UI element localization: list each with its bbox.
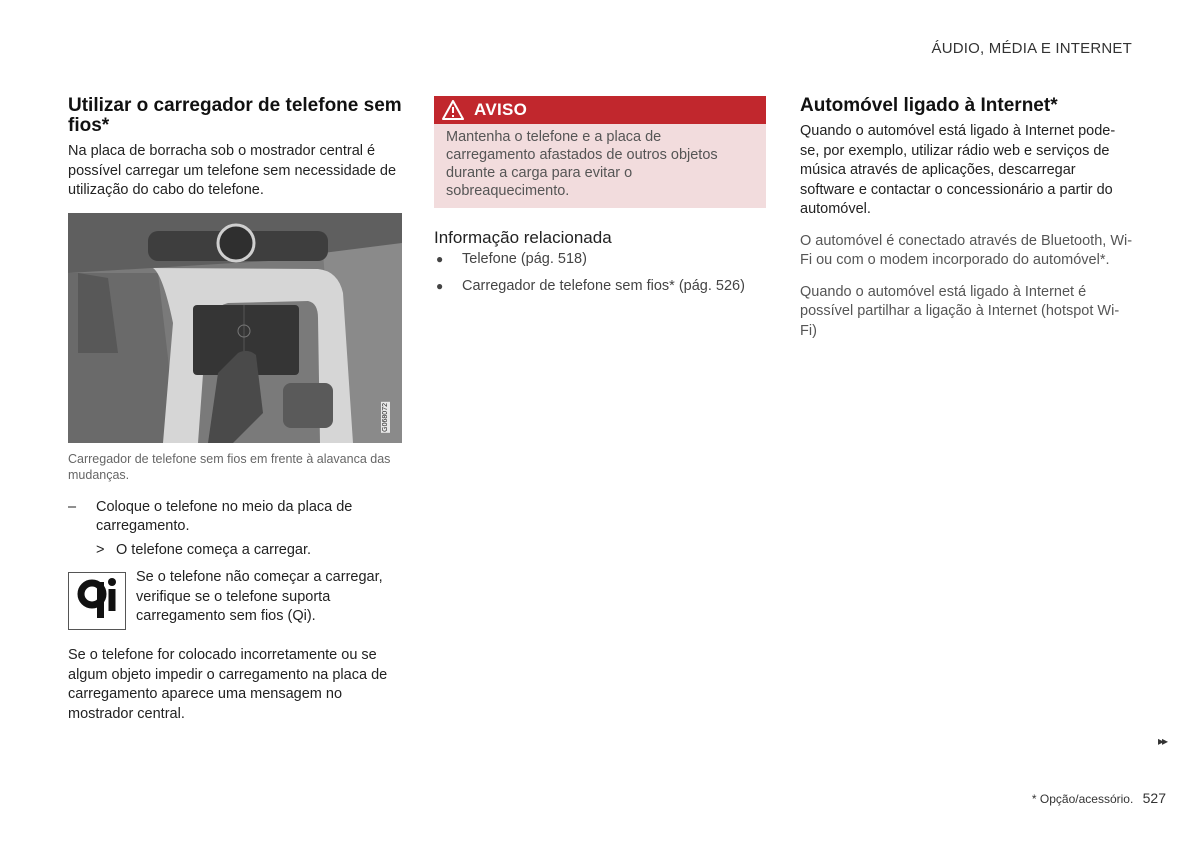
section-heading-wireless-charger: Utilizar o carregador de telefone sem fios* (68, 95, 402, 136)
column-middle (434, 96, 766, 303)
incorrect-placement-paragraph: Se o telefone for colocado incorretamente ou se algum objeto impedir o carregamento na placa de carregamento aparece uma mensagem no mostrador central. (68, 647, 388, 722)
result-text: O telefone começa a carregar. (116, 541, 312, 558)
section-heading-internet: Automóvel ligado à Internet* (800, 95, 1058, 116)
footnote-option: * Opção/acessório. (1031, 792, 1134, 806)
intro-paragraph: Na placa de borracha sob o mostrador central é possível carregar um telefone sem necessidade de utilização do cabo do telefone. (68, 143, 397, 198)
bullet-icon: ● (436, 278, 444, 293)
page-footer (1032, 790, 1166, 806)
center-console-illustration (68, 213, 402, 443)
warning-text: Mantenha o telefone e a placa de carregamento afastados de outros objetos durante a carga para evitar o sobreaquecimento. (434, 124, 766, 208)
figure-code: G068072 (382, 402, 389, 432)
qi-note (68, 569, 402, 630)
result-marker: > (96, 541, 105, 558)
figure-caption: Carregador de telefone sem fios em frente à alavanca das mudanças. (68, 451, 391, 482)
bullet-icon: ● (436, 252, 444, 266)
related-link-text: Carregador de telefone sem fios* (pág. 526) (462, 277, 745, 294)
step-dash: – (68, 498, 77, 515)
instruction-result (68, 541, 402, 561)
related-info-list (434, 250, 766, 296)
instruction-step (68, 498, 402, 537)
related-link-wireless-charger[interactable] (434, 277, 766, 297)
continue-arrows-icon: ▸▸ (1157, 734, 1166, 748)
column-left (68, 96, 402, 724)
page-number: 527 (1142, 790, 1166, 806)
step-text: Coloque o telefone no meio da placa de carregamento. (96, 498, 353, 534)
related-info-heading: Informação relacionada (434, 228, 612, 247)
column-right (800, 96, 1134, 341)
qi-note-text: Se o telefone não começar a carregar, verifique se o telefone suporta carregamento sem fios (Qi). (136, 569, 383, 624)
related-link-telefone[interactable] (434, 250, 766, 270)
internet-paragraph-1: Quando o automóvel está ligado à Internet pode-se, por exemplo, utilizar rádio web e serviços de música através de aplicações, descarregar software e contactar o concessionário a partir do automóvel. (800, 123, 1116, 217)
warning-label: AVISO (474, 100, 528, 119)
related-link-text: Telefone (pág. 518) (462, 251, 587, 267)
warning-triangle-icon (442, 100, 464, 120)
section-title: ÁUDIO, MÉDIA E INTERNET (931, 40, 1132, 57)
qi-logo-icon (68, 572, 126, 630)
warning-header (434, 96, 766, 124)
internet-paragraph-3: Quando o automóvel está ligado à Internet é possível partilhar a ligação à Internet (hotspot Wi-Fi) (800, 283, 1120, 339)
console-photo (68, 213, 402, 443)
internet-paragraph-2: O automóvel é conectado através de Bluetooth, Wi-Fi ou com o modem incorporado do automóvel*. (800, 232, 1133, 268)
